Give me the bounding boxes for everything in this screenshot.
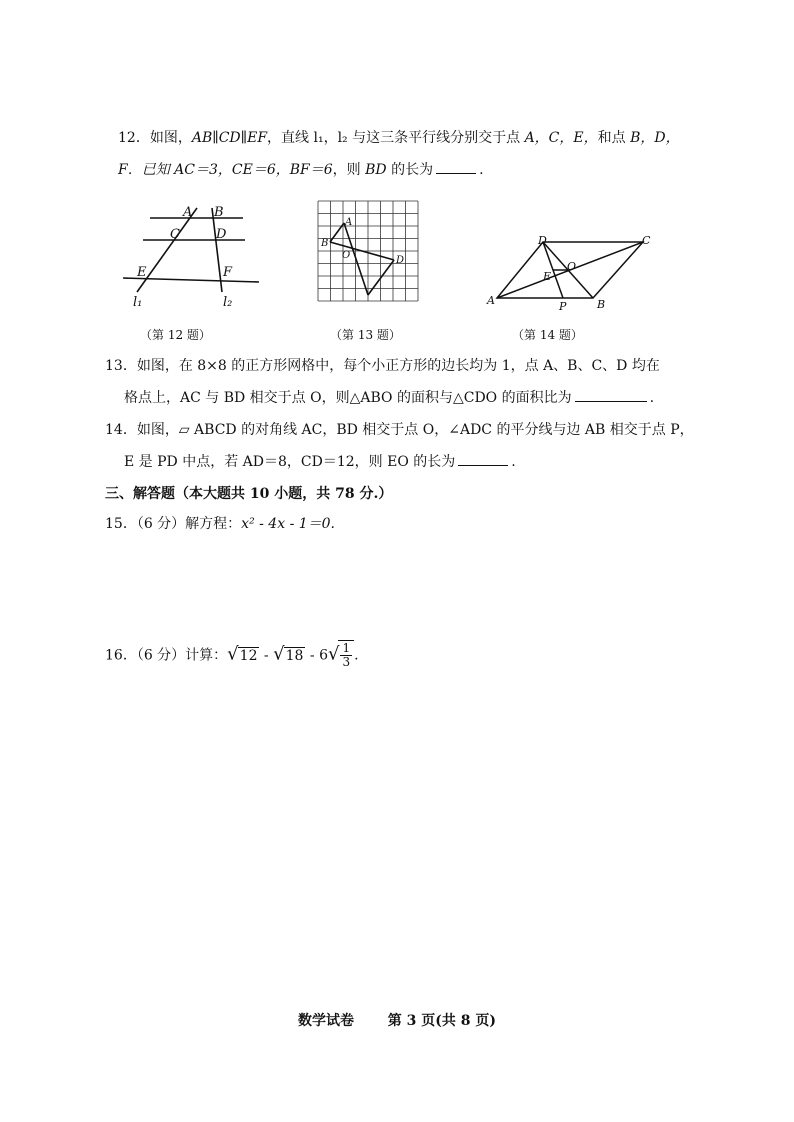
q14-line1: 14．如图，▱ ABCD 的对角线 AC，BD 相交于点 O，∠ADC 的平分线与边 AB 相交于点 P，: [105, 422, 694, 438]
q12-line2-prefix: F．已知: [118, 162, 175, 178]
q13-line2-math: AC 与 BD 相交于点 O，则△ABO 的面积与△CDO 的面积比为: [180, 390, 572, 406]
sqrt-icon: √: [327, 643, 340, 665]
q16-frac-den: 3: [342, 655, 351, 669]
footer-page-number: 第 3 页(共 8 页): [387, 1013, 496, 1029]
q16-end: .: [354, 647, 359, 664]
q12-condition: AC＝3，CE＝6，BF＝6: [174, 162, 333, 178]
q12-line2-mid: ，则: [332, 162, 366, 178]
q12-end: .: [479, 162, 484, 178]
fig14-label-e: E: [543, 270, 552, 283]
fig13-label-b: B: [321, 238, 329, 249]
q16-radicand-1: 12: [239, 647, 258, 664]
q12-mid2: 和点: [597, 130, 631, 146]
q16-radicand-2: 18: [285, 647, 304, 664]
q12-prefix: 12．如图，: [118, 130, 192, 146]
sqrt-icon: √: [227, 643, 239, 665]
fig14-label-o: O: [567, 260, 577, 273]
q16-minus-1: -: [259, 647, 274, 664]
q16-radicand-3: [338, 640, 354, 669]
fig12-label-b: B: [214, 205, 224, 220]
fig14-label-d: D: [538, 234, 547, 247]
fig14-caption: （第 14 题）: [512, 328, 583, 342]
fig13-grid: [318, 201, 418, 301]
fig14-label-p: P: [559, 300, 567, 312]
fig12-caption: （第 12 题）: [140, 328, 211, 342]
fig13-label-o: O: [342, 250, 351, 261]
q15-line: [105, 514, 335, 534]
fig12-label-a: A: [183, 205, 193, 220]
fig13-label-a: A: [345, 217, 353, 228]
fig13-label-d: D: [396, 255, 405, 266]
q13-answer-blank[interactable]: [575, 389, 647, 402]
fig12-line-l2: [212, 208, 222, 292]
q12-suffix: 的长为: [386, 162, 434, 178]
fig12-label-c: C: [170, 227, 180, 242]
sqrt-icon: √: [273, 643, 285, 665]
q12-answer-blank[interactable]: [436, 161, 476, 174]
fig14-label-a: A: [487, 294, 495, 307]
q13-line2: [124, 388, 654, 408]
q12-target: BD: [365, 162, 387, 178]
figure-13: [310, 198, 428, 310]
q12-parallel: AB∥CD∥EF: [191, 130, 268, 146]
fig12-label-l2: l₂: [223, 295, 233, 310]
q16-fraction: [340, 642, 352, 669]
fig13-caption: （第 13 题）: [330, 328, 401, 342]
fig12-label-l1: l₁: [133, 295, 143, 310]
fig14-label-c: C: [642, 234, 651, 247]
q16-line: [105, 640, 359, 669]
q12-line2: [118, 160, 484, 180]
q14-end: .: [511, 454, 516, 470]
fig12-label-f: F: [223, 265, 233, 280]
q13-line2-prefix: 格点上，: [124, 390, 180, 406]
section3-title: 三、解答题（本大题共 10 小题，共 78 分.）: [105, 486, 393, 502]
q12-line1: [118, 128, 680, 148]
figure-12: [115, 200, 265, 315]
fig12-label-e: E: [137, 265, 147, 280]
fig14-label-b: B: [597, 298, 606, 311]
page-footer: [0, 1010, 794, 1030]
q14-answer-blank[interactable]: [458, 453, 508, 466]
q13-end: .: [649, 390, 655, 406]
q16-prefix: 16．（6 分）计算：: [105, 647, 228, 664]
q12-points2: B，D，: [630, 130, 680, 146]
fig13-segment-cd: [368, 260, 394, 295]
q12-mid: ，直线 l₁，l₂ 与这三条平行线分别交于点: [267, 130, 525, 146]
q15-equation: x² - 4x - 1＝0.: [241, 516, 336, 532]
q16-frac-num: 1: [342, 641, 351, 655]
q16-minus-2: - 6: [305, 647, 328, 664]
figure-14: [485, 232, 655, 312]
q15-prefix: 15．（6 分）解方程：: [105, 516, 242, 532]
q14-line2: [124, 452, 516, 472]
q13-line1: 13．如图，在 8×8 的正方形网格中，每个小正方形的边长均为 1，点 A、B、C、D 均在: [105, 358, 660, 374]
fig12-label-d: D: [216, 227, 227, 242]
q14-line2-text: E 是 PD 中点，若 AD＝8，CD＝12，则 EO 的长为: [124, 454, 456, 470]
footer-subject: 数学试卷: [298, 1013, 354, 1029]
q12-points: A，C，E，: [524, 130, 598, 146]
